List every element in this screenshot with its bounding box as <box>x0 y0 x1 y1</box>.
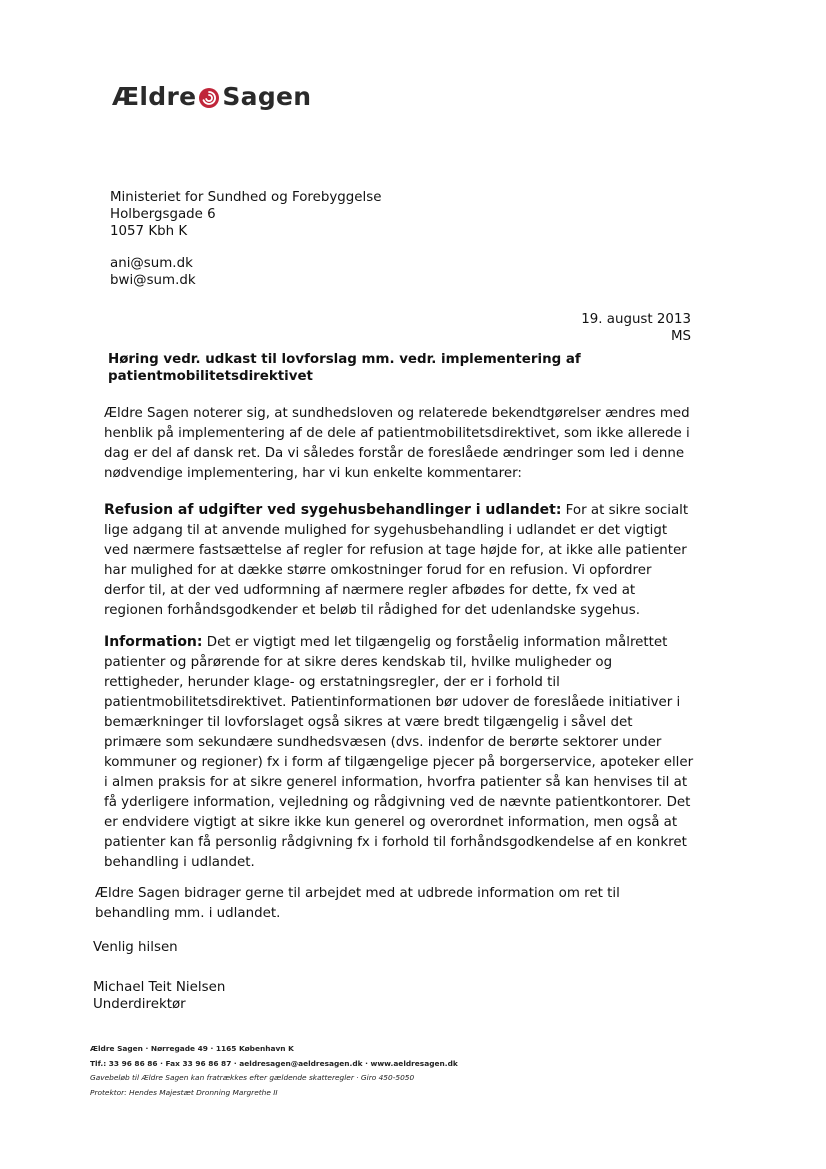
subject-heading: Høring vedr. udkast til lovforslag mm. vedr. implementering af patientmobilitetsdirektivet <box>108 352 581 384</box>
refusion-body: For at sikre socialt lige adgang til at anvende mulighed for sygehusbehandling i udlandet er det vigtigt ved nærmere fastsættelse af regler for refusion at tage højde for, at ikke alle patienter har mulighed for at dække større omkostninger forud for en refusion. Vi opfordrer derfor til, at der ved udformning af nærmere regler afbødes for dette, fx ved at regionen forhåndsgodkender et beløb til rådighed for det udenlandske sygehus. <box>104 503 689 618</box>
information-paragraph <box>104 632 694 873</box>
intro-paragraph: Ældre Sagen noterer sig, at sundhedsloven og relaterede bekendtgørelser ændres med henblik på implementering af de dele af patientmobilitetsdirektivet, som ikke allerede i dag er del af dansk ret. Da vi således forstår de foreslåede ændringer som led i denne nødvendige implementering, har vi kun enkelte kommentarer: <box>104 406 690 481</box>
letter-footer <box>90 1042 458 1100</box>
logo-text-left: Ældre <box>112 82 197 111</box>
information-heading: Information: <box>104 634 203 650</box>
information-body: Det er vigtigt med let tilgængelig og forståelig information målrettet patienter og pårørende for at sikre deres kendskab til, hvilke muligheder og rettigheder, herunder klage- og erstatningsregler, der er i forhold til patientmobilitetsdirektivet. Patientinformationen bør udover de foreslåede initiativer i bemærkninger til lovforslaget også sikres at være bredt tilgængelig i såvel det primære som sekundære sundhedsvæsen (dvs. indenfor de berørte sektorer under kommuner og regioner) fx i form af tilgængelige pjecer på borgerservice, apoteker eller i almen praksis for at sikre generel information, hvorfra patienter så kan henvises til at få yderligere information, vejledning og rådgivning ved de nævnte patientkontorer. Det er endvidere vigtigt at sikre ikke kun generel og overordnet information, men også at patienter kan få personlig rådgivning fx i forhold til forhåndsgodkendelse af en konkret behandling i udlandet. <box>104 635 694 870</box>
letter-date <box>581 311 691 345</box>
footer-address: Ældre Sagen · Nørregade 49 · 1165 København K <box>90 1044 294 1053</box>
footer-contact: Tlf.: 33 96 86 86 · Fax 33 96 86 87 · aeldresagen@aeldresagen.dk · www.aeldresagen.dk <box>90 1058 458 1068</box>
recipient-address <box>110 189 381 240</box>
signer-role: Underdirektør <box>93 997 186 1012</box>
closing-paragraph: Ældre Sagen bidrager gerne til arbejdet med at udbrede information om ret til behandling mm. i udlandet. <box>95 886 620 921</box>
recipient-line: Holbergsgade 6 <box>110 207 216 222</box>
refusion-paragraph <box>104 500 694 621</box>
recipient-line: Ministeriet for Sundhed og Forebyggelse <box>110 190 382 205</box>
footer-donation-note: Gavebeløb til Ældre Sagen kan fratrækkes efter gældende skatteregler · Giro 450-5050 <box>90 1073 415 1082</box>
recipient-emails <box>110 255 196 289</box>
initials-line: MS <box>670 329 691 344</box>
refusion-heading: Refusion af udgifter ved sygehusbehandlinger i udlandet: <box>104 502 562 518</box>
date-line: 19. august 2013 <box>581 312 691 327</box>
footer-patron: Protektor: Hendes Majestæt Dronning Margrethe II <box>90 1087 278 1097</box>
signature-block <box>93 979 225 1013</box>
organization-logo <box>112 82 311 111</box>
logo-text-right: Sagen <box>222 82 312 111</box>
recipient-email: ani@sum.dk <box>110 256 193 271</box>
greeting: Venlig hilsen <box>93 940 178 955</box>
recipient-email: bwi@sum.dk <box>110 273 196 288</box>
recipient-line: 1057 Kbh K <box>110 224 188 239</box>
signer-name: Michael Teit Nielsen <box>93 980 226 995</box>
swirl-icon <box>198 87 220 109</box>
